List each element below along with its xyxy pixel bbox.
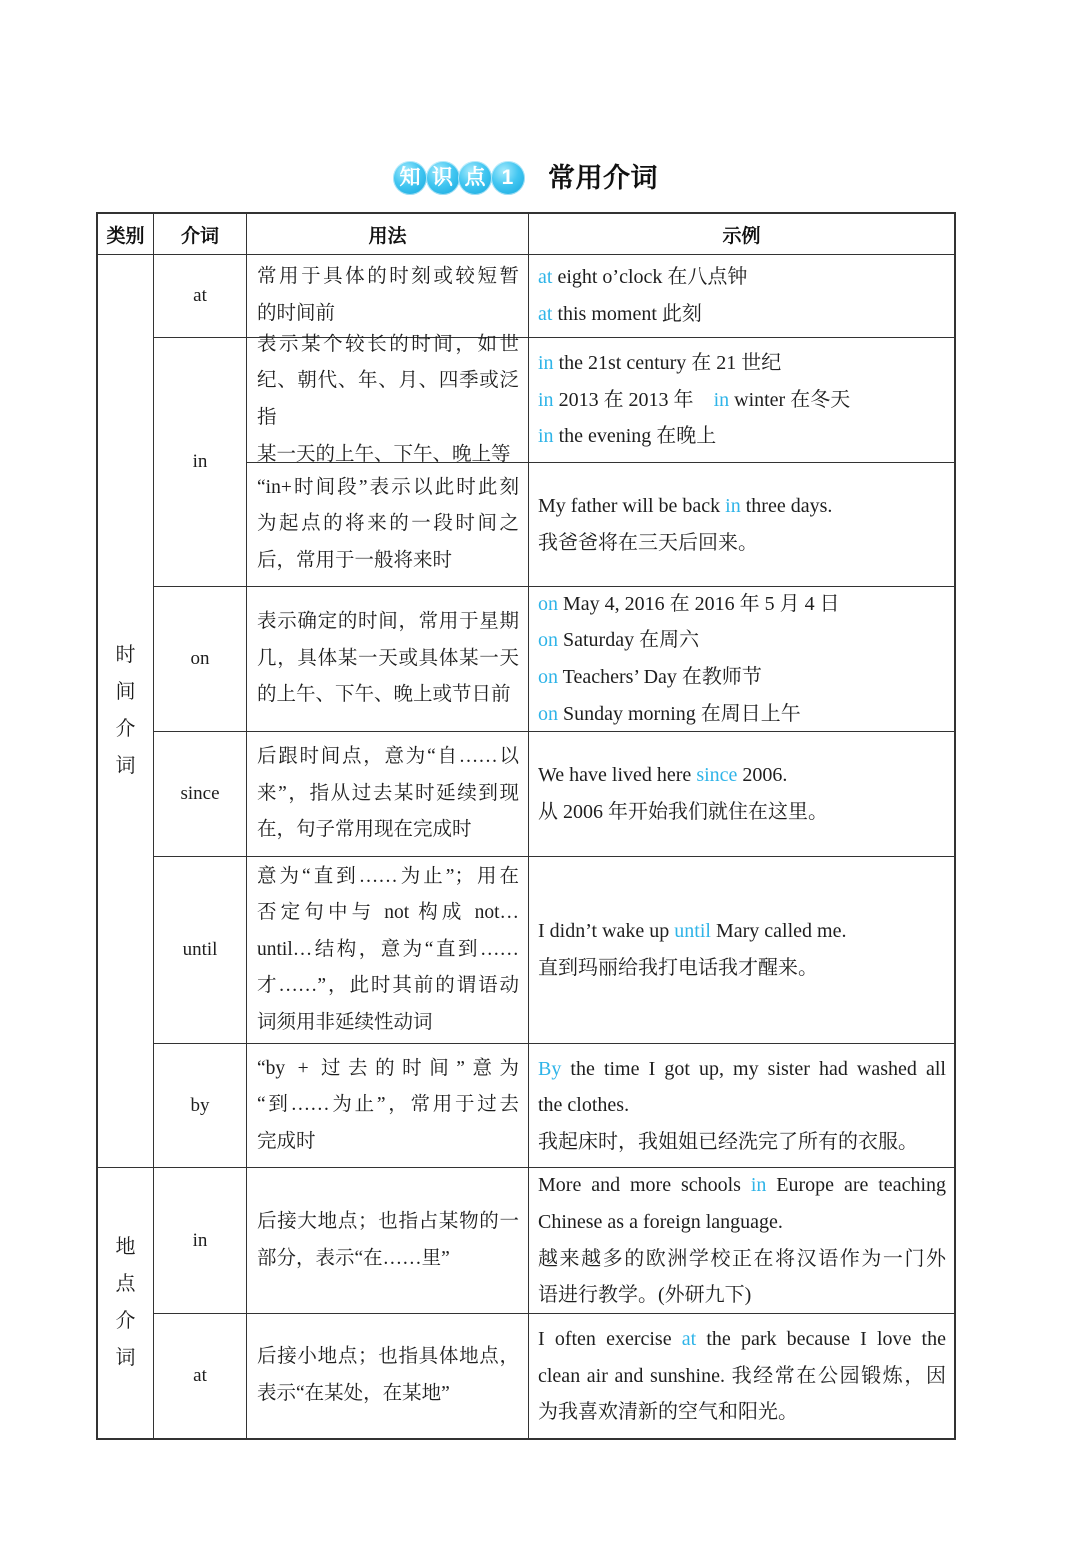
example-text: the 21st century 在 21 世纪 [553,352,782,375]
usage-line: 某一天的上午、下午、晚上等 [257,443,511,465]
preposition-label: in [192,451,208,472]
example-text: the clothes. [538,1094,630,1117]
preposition-label: since [180,783,220,804]
example-text: 为我喜欢清新的空气和阳光。 [538,1401,798,1424]
example-text: 我爸爸将在三天后回来。 [538,531,758,554]
usage-line: 纪、朝代、年、月、四季或泛指 [257,370,519,428]
badge-circle: 点 [458,161,492,195]
example-cell [529,857,954,1044]
example-text: winter 在冬天 [729,388,851,411]
usage-line: 意为“直到……为止”；用在 [257,865,519,887]
highlighted-preposition: in [713,388,730,411]
preposition-cell [154,857,247,1044]
usage-cell [247,857,529,1044]
usage-line: 后跟时间点，意为“自……以 [257,746,519,768]
example-line [538,345,946,382]
highlighted-preposition: on [538,666,558,688]
section-title-text: 常用介词 [548,163,658,193]
usage-line: 后，常用于一般将来时 [257,549,453,571]
example-text: 2013 在 2013 年 [553,388,714,411]
usage-line: 后接大地点；也指占某物的一 [257,1210,519,1232]
preposition-label: by [190,1094,210,1116]
highlighted-preposition: until [674,920,711,943]
example-cell [529,587,954,732]
usage-line: 完成时 [257,1130,316,1152]
usage-line: 在，句子常用现在完成时 [257,819,472,841]
example-text: eight o’clock 在八点钟 [552,266,748,289]
highlighted-preposition: on [538,702,558,725]
example-text: clean air and sunshine. 我经常在公园锻炼，因 [538,1364,946,1387]
example-text: 2006. [737,764,788,787]
usage-cell [247,1044,529,1168]
example-line [538,1124,946,1161]
example-text: Saturday 在周六 [558,629,700,652]
highlighted-preposition: in [725,494,741,517]
example-line [538,913,946,950]
preposition-cell [154,732,247,857]
preposition-cell [154,1168,247,1314]
header-category: 类别 [98,214,154,255]
highlighted-preposition: By [538,1057,562,1080]
example-text: 语进行教学。(外研九下) [538,1284,752,1307]
preposition-cell [154,338,247,587]
usage-line: “到……为止”，常用于过去 [257,1094,519,1116]
preposition-cell [154,587,247,732]
header-usage: 用法 [247,214,529,255]
example-line [538,659,946,696]
header-preposition: 介词 [154,214,247,255]
preposition-label: in [192,1229,208,1251]
example-line [538,418,946,455]
example-text: this moment 此刻 [552,303,702,325]
category-cell [98,1168,154,1438]
category-label: 地点介词 [115,1236,136,1369]
example-cell [529,1044,954,1168]
example-line [538,296,946,333]
usage-line: “in+时间段”表示以此时此刻 [257,476,519,498]
example-text: More and more schools [538,1174,751,1197]
highlighted-preposition: in [538,352,554,375]
usage-line: “by + 过去的时间”意为 [257,1057,519,1079]
highlighted-preposition: at [681,1328,697,1351]
example-line [538,586,946,623]
example-cell [529,732,954,857]
category-label: 时间介词 [115,644,136,777]
usage-cell [247,463,529,587]
preposition-cell [154,1044,247,1168]
usage-line: 几，具体某一天或具体某一天 [257,647,519,669]
preposition-cell [154,1314,247,1438]
section-title [393,161,658,195]
highlighted-preposition: at [538,266,553,289]
example-cell [529,1314,954,1438]
example-line [538,1051,946,1088]
example-line [538,259,946,296]
category-cell [98,255,154,1168]
example-line [538,757,946,794]
example-text: the time I got up, my sister had washed all [561,1057,946,1080]
highlighted-preposition: on [538,629,558,652]
highlighted-preposition: in [538,388,554,411]
example-text: Sunday morning 在周日上午 [558,702,801,725]
example-text: 我起床时，我姐姐已经洗完了所有的衣服。 [538,1130,918,1153]
example-cell [529,1168,954,1314]
example-text: My father will be back [538,494,726,517]
usage-cell [247,1168,529,1314]
highlighted-preposition: on [538,592,558,615]
usage-cell [247,255,529,338]
preposition-label: on [190,648,210,669]
usage-line: 表示确定的时间，常用于星期 [257,611,519,633]
preposition-cell [154,255,247,338]
preposition-label: at [193,285,207,306]
example-line [538,794,946,831]
badge-circle: 1 [491,161,525,195]
example-line [538,1321,946,1358]
preposition-table [96,212,956,1440]
example-text: 直到玛丽给我打电话我才醒来。 [538,957,818,979]
example-cell [529,338,954,463]
example-text: 从 2006 年开始我们就住在这里。 [538,801,828,823]
badge-circle: 识 [426,161,460,195]
usage-line: 的上午、下午、晚上或节日前 [257,684,511,706]
example-line [538,1241,946,1278]
usage-line: 为起点的将来的一段时间之 [257,513,519,535]
example-text: I didn’t wake up [538,920,675,943]
preposition-label: until [182,939,218,960]
example-text: May 4, 2016 在 2016 年 5 月 4 日 [558,592,840,615]
header-example: 示例 [529,214,954,255]
usage-line: until…结构，意为“直到…… [257,938,519,960]
example-cell [529,463,954,587]
example-text: Chinese as a foreign language. [538,1210,783,1233]
usage-line: 部分，表示“在……里” [257,1247,450,1269]
highlighted-preposition: since [696,764,738,787]
highlighted-preposition: at [538,303,553,325]
usage-line: 表示某个较长的时间，如世 [257,333,519,355]
example-line [538,950,946,987]
example-line [538,1277,946,1314]
example-line [538,696,946,733]
example-line [538,622,946,659]
example-cell [529,255,954,338]
preposition-label: at [193,1365,207,1386]
example-text: Europe are teaching [766,1174,946,1197]
example-line [538,1087,946,1124]
usage-line: 后接小地点；也指具体地点， [257,1346,519,1368]
usage-line: 表示“在某处，在某地” [257,1383,450,1404]
example-text: Mary called me. [710,920,847,943]
example-text: Teachers’ Day 在教师节 [558,666,762,688]
highlighted-preposition: in [750,1174,767,1197]
example-text: three days. [740,494,833,517]
usage-line: 否定句中与 not 构成 not… [257,902,519,924]
example-line [538,1394,946,1431]
usage-cell [247,1314,529,1438]
usage-line: 常用于具体的时刻或较短暂 [257,266,519,288]
usage-line: 词须用非延续性动词 [257,1011,433,1033]
example-line [538,1204,946,1241]
example-line [538,1358,946,1395]
example-text: I often exercise [538,1328,682,1351]
usage-line: 才……”，此时其前的谓语动 [257,975,519,997]
knowledge-point-badge [393,161,523,195]
usage-line: 来”，指从过去某时延续到现 [257,782,519,804]
highlighted-preposition: in [538,425,554,448]
example-line [538,382,946,419]
example-line [538,1167,946,1204]
example-text: the park because I love the [696,1328,946,1351]
badge-circle: 知 [393,161,427,195]
example-line [538,525,946,562]
example-line [538,488,946,525]
usage-line: 的时间前 [257,303,336,324]
usage-cell [247,333,529,465]
example-text: We have lived here [538,764,697,787]
example-text: 越来越多的欧洲学校正在将汉语作为一门外 [538,1247,946,1270]
example-text: the evening 在晚上 [553,425,717,448]
usage-cell [247,587,529,732]
usage-cell [247,732,529,857]
